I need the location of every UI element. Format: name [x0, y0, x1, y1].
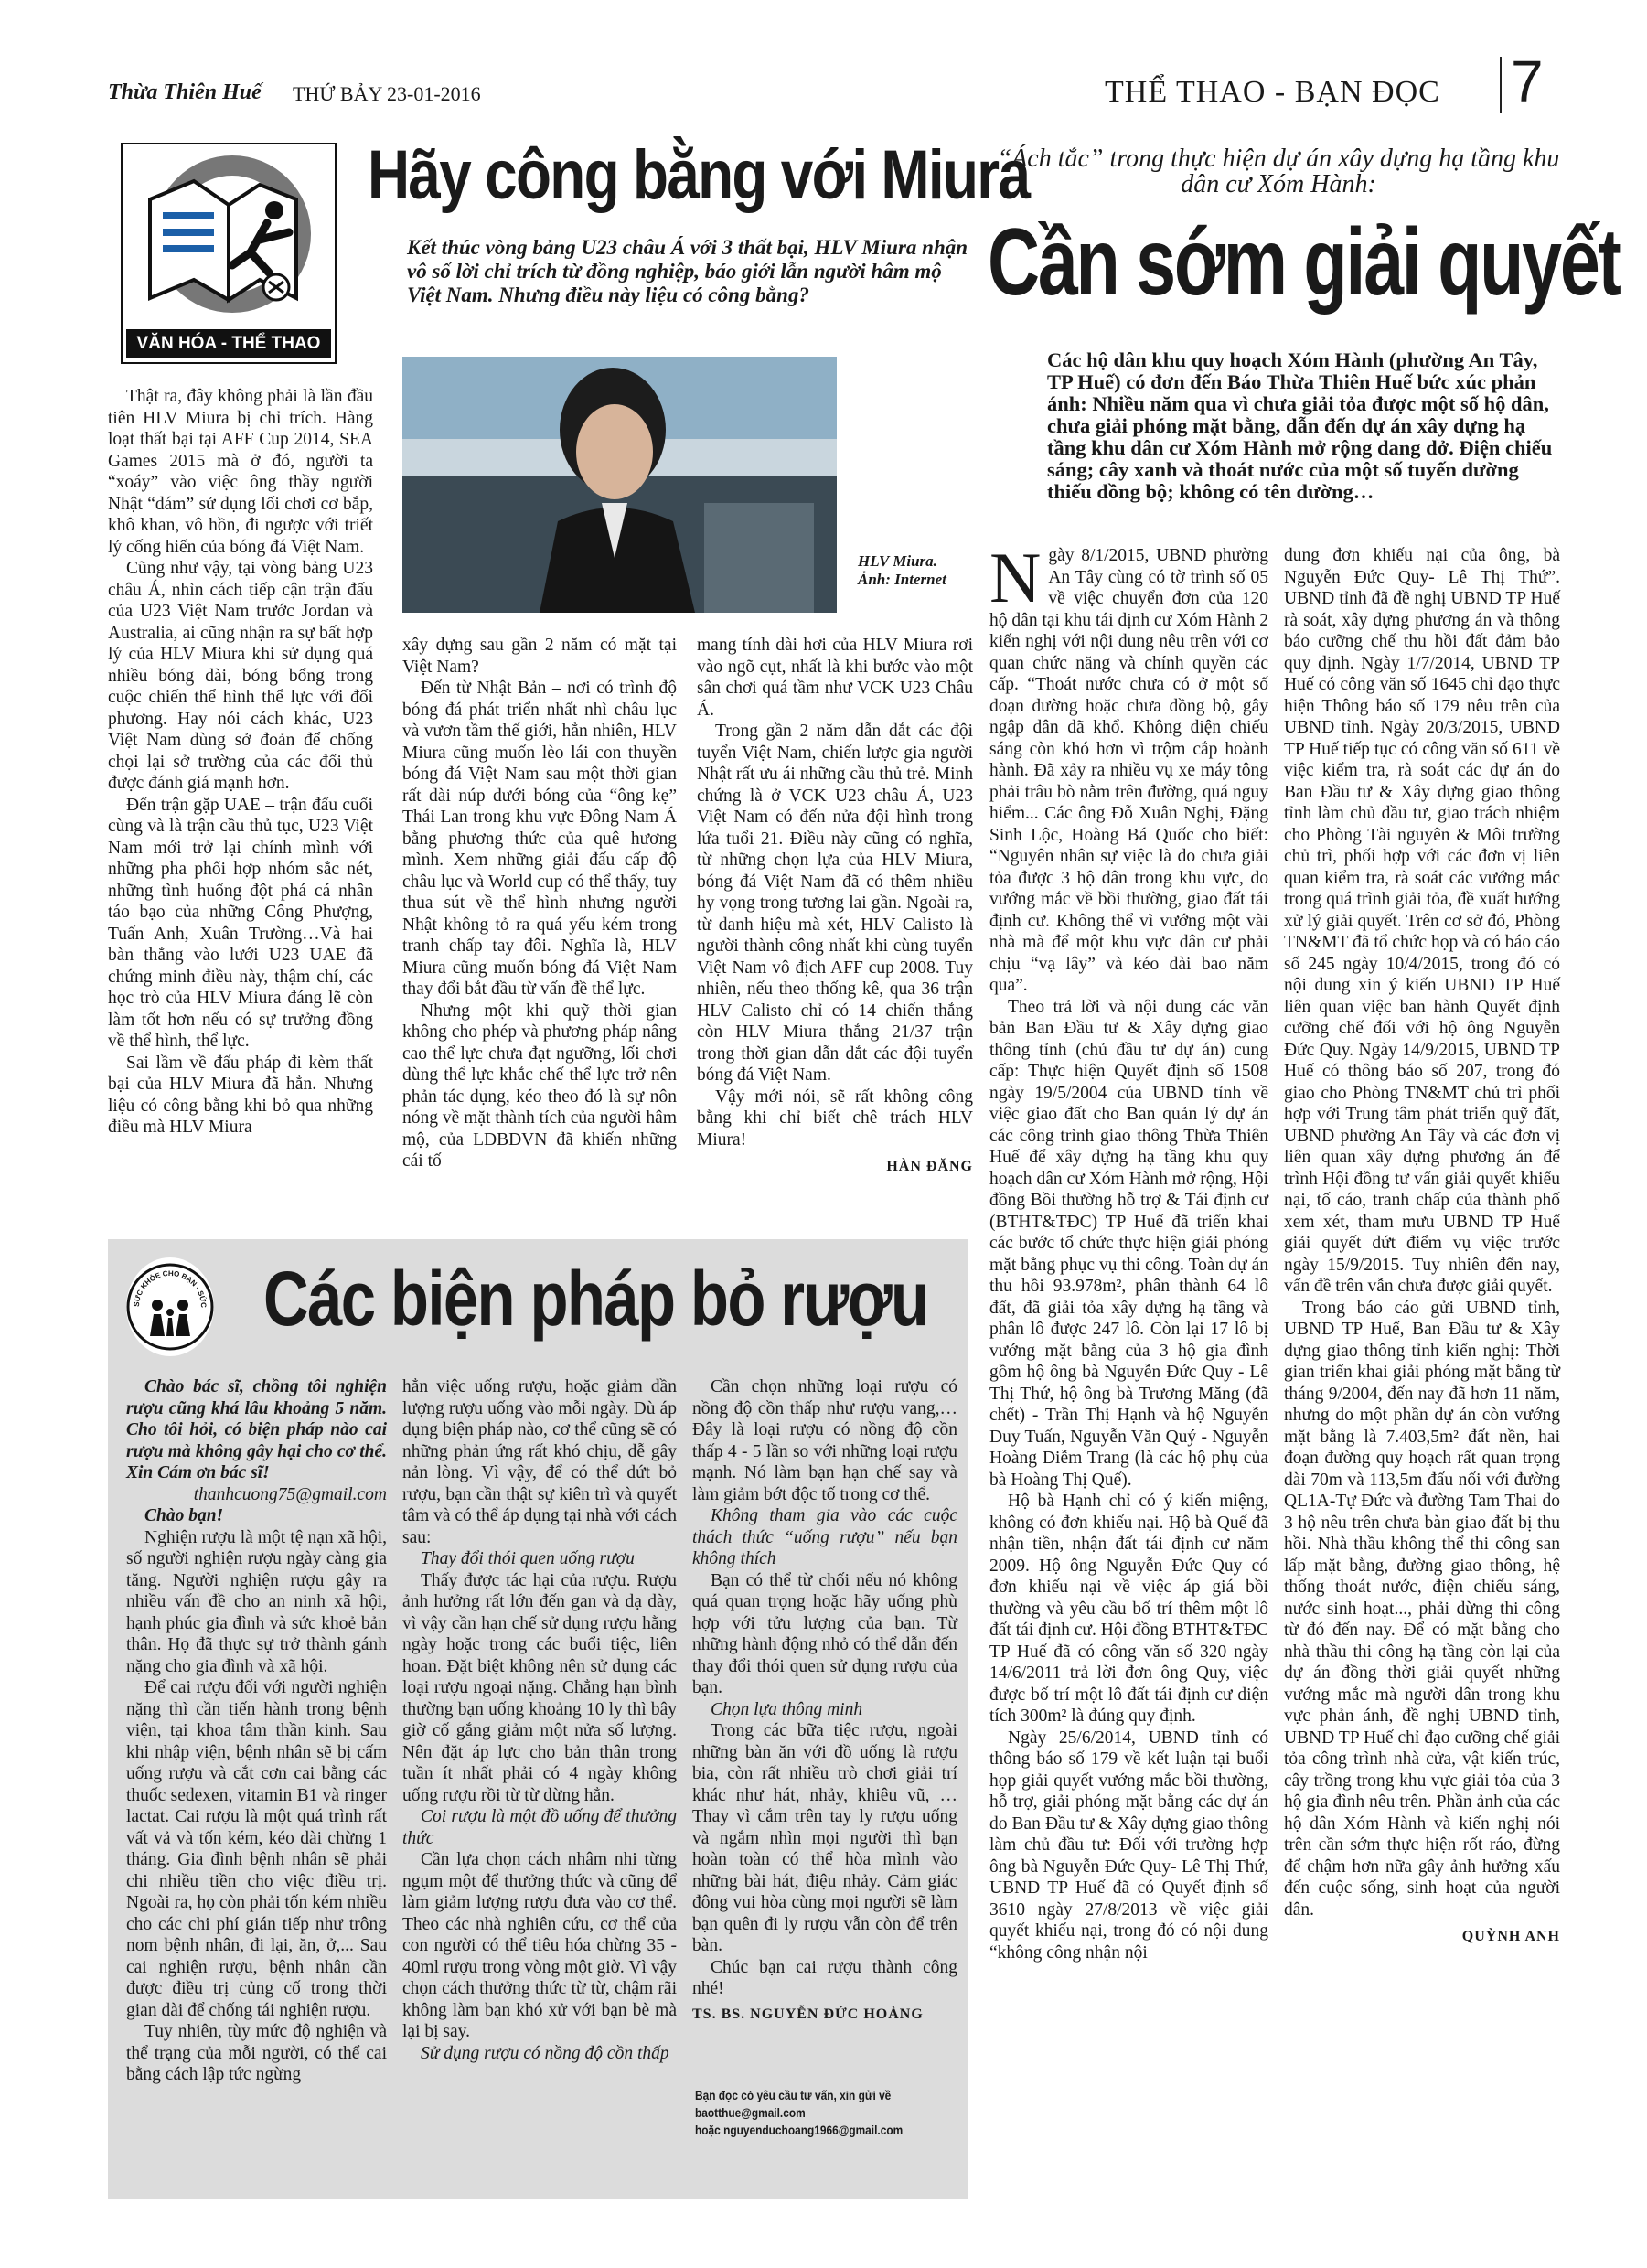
health-column-2 [402, 1376, 677, 2064]
subheading: Coi rượu là một đồ uống để thưởng thức [402, 1807, 677, 1848]
paragraph: Vậy mới nói, sẽ rất không công bằng khi chỉ biết chê trách HLV Miura! [697, 1086, 973, 1150]
contact-line: Bạn đọc có yêu cầu tư vấn, xin gửi về [695, 2088, 892, 2102]
paragraph-first-text: gày 8/1/2015, UBND phường An Tây cùng có tờ trình số 05 về việc chuyển đơn của 120 hộ dân tại khu tái định cư Xóm Hành 2 kiến nghị với nội dung nêu trên với cơ quan chức năng và chính quyền các cấp. “Thoát nước chưa có ở một số đoạn đường hoặc chưa đồng bộ, gây ngập dân đã khổ. Không điện chiếu sáng còn khó hơn vì trộm cắp hoành hành. Đã xảy ra nhiều vụ xe máy tông phải trâu bò nằm trên đường, quá nguy hiểm... Các ông Đỗ Xuân Nghị, Đặng Sinh Lộc, Hoàng Bá Quốc cho biết: “Nguyên nhân sự việc là do chưa giải tỏa được 3 hộ dân trong khu vực, do vướng mắc về bồi thường, giao đất tái định cư. Không thể vì vướng một vài nhà mà để một khu vực dân cư phải chịu “vạ lây” và kéo dài bao năm qua”. [989, 546, 1268, 995]
article-xomhanh-lead: Các hộ dân khu quy hoạch Xóm Hành (phường An Tây, TP Huế) có đơn đến Báo Thừa Thiên Huế bức xúc phản ánh: Nhiều năm qua vì chưa giải tỏa được một số hộ dân, chưa giải phóng mặt bằng, dẫn đến dự án xây dựng hạ tầng khu dân cư Xóm Hành mở rộng dang dở. Điện chiếu sáng; cây xanh và thoát nước của một số tuyến đường thiếu đồng bộ; không có tên đường… [1047, 348, 1553, 503]
paragraph: Theo trả lời và nội dung các văn bản Ban Đầu tư & Xây dựng giao thông tỉnh (chủ đầu tư dự án) cung cấp: Thực hiện Quyết định số 1508 ngày 19/5/2004 của UBND tỉnh về việc giao đất cho Ban quản lý dự án các công trình giao thông Thừa Thiên Huế để xây dựng hạ tầng khu quy hoạch dân cư Xóm Hành mở rộng, Hội đồng Bồi thường hỗ trợ & Tái định cư (BTHT&TĐC) TP Huế đã triển khai các bước tổ chức thực hiện giải phóng mặt bằng phục vụ thi công. Toàn dự án thu hồi 93.978m², phân thành 64 lô đất, đã giải tỏa xây dựng hạ tầng và phân lô được 247 lô. Còn lại 17 lô bị vướng mặt bằng của 3 hộ gia đình gồm hộ ông bà Nguyễn Đức Quy - Lê Thị Thứ, hộ ông bà Trương Măng (đã chết) - Trần Thị Hạnh và hộ Nguyễn Duy Tuấn, Nguyễn Văn Quý - Nguyễn Hoàng Diễm Trang (là các hộ phụ của bà Hoàng Thị Quế). [989, 997, 1268, 1490]
masthead-name: Thừa Thiên Huế [108, 80, 262, 104]
article-xomhanh-kicker: “Ách tắc” trong thực hiện dự án xây dựng hạ tầng khu dân cư Xóm Hành: [997, 144, 1560, 198]
miura-photo [402, 357, 837, 613]
author-byline: HÀN ĐĂNG [886, 1159, 973, 1174]
paragraph: Đến từ Nhật Bản – nơi có trình độ bóng đá phát triển nhất nhì châu lục và vươn tầm thế giới, hẳn nhiên, HLV Miura cũng muốn lèo lái con thuyền bóng đá Việt Nam sau một thời gian rất dài núp dưới bóng của “ông kẹ” Thái Lan trong khu vực Đông Nam Á bằng phương thức của quê hương mình. Xem những giải đấu cấp độ châu lục và World cup có thể thấy, tuy thua sút về thể hình nhưng người Nhật không tỏ ra quá yếu kém trong tranh chấp tay đôi. Nghĩa là, HLV Miura cũng muốn bóng đá Việt Nam thay đổi bắt đầu từ vấn đề thể lực. [402, 679, 677, 999]
paragraph: Ngày 25/6/2014, UBND tỉnh có thông báo số 179 về kết luận tại buổi họp giải quyết vướng mắc bồi thường, hỗ trợ, giải phóng mặt bằng các dự án do Ban Đầu tư & Xây dựng giao thông làm chủ đầu tư: Đối với trường hợp ông bà Nguyễn Đức Quy- Lê Thị Thứ, UBND TP Huế đã có Quyết định số 3610 ngày 27/8/2013 về việc giải quyết khiếu nại, trong đó có nội dung “không công nhận nội [989, 1728, 1268, 1963]
paragraph: Để cai rượu đối với người nghiện nặng thì cần tiến hành trong bệnh viện, tại khoa tâm thần kinh. Sau khi nhập viện, bệnh nhân sẽ bị cấm uống rượu và cắt cơn cai bằng các thuốc sedexen, vitamin B1 và ringer lactat. Cai rượu là một quá trình rất vất vả và tốn kém, kéo dài chừng 1 tháng. Gia đình bệnh nhân sẽ phải chi nhiều tiền cho việc điều trị. Ngoài ra, họ còn phải tốn kém nhiều cho các chi phí gián tiếp như trông nom bệnh nhân, đi lại, ăn, ở,... Sau cai nghiện rượu, bệnh nhân cần được điều trị củng cố trong thời gian dài để chống tái nghiện rượu. [126, 1678, 387, 2020]
logo-ring-text: SỨC KHỎE CHO BẠN - SỨC [132, 1268, 209, 1309]
culture-sports-logo [121, 143, 337, 364]
paragraph: Thấy được tác hại của rượu. Rượu ảnh hưởng rất lớn đến gan và dạ dày, vì vậy cần hạn chế sử dụng rượu hằng ngày hoặc trong các buổi tiệc, liên hoan. Đặt biệt không nên sử dụng các loại rượu ngoại nặng. Chẳng hạn bình thường bạn uống khoảng 10 ly thì bây giờ cố gắng giảm một nửa số lượng. Nên đặt áp lực cho bản thân trong tuần ít nhất phải có 4 ngày không uống rượu rồi từ từ dừng hẳn. [402, 1570, 677, 1805]
paragraph: Nghiện rượu là một tệ nạn xã hội, số người nghiện rượu ngày càng gia tăng. Người nghiện rượu gây ra nhiều vấn đề cho an ninh xã hội, hạnh phúc gia đình và sức khoẻ bản thân. Họ đã thực sự trở thành gánh nặng cho gia đình và xã hội. [126, 1527, 387, 1676]
subheading: Không tham gia vào các cuộc thách thức “uống rượu” nếu bạn không thích [692, 1506, 957, 1568]
paragraph: Cũng như vậy, tại vòng bảng U23 châu Á, nhìn cách tiếp cận trận đấu của U23 Việt Nam trước Jordan và Australia, ai cũng nhận ra sự bất hợp lý của HLV Miura khi sử dụng quá nhiều bóng dài, bóng bổng trong cuộc chiến thể hình thể lực với đối phương. Hay nói cách khác, U23 Việt Nam dùng sở đoản để chống chọi lại sở trường của các đối thủ được đánh giá mạnh hơn. [108, 559, 373, 793]
subheading: Chọn lựa thông minh [711, 1699, 863, 1719]
family-icon [126, 1257, 214, 1356]
subheading: Thay đổi thói quen uống rượu [421, 1549, 635, 1568]
article-miura-lead: Kết thúc vòng bảng U23 châu Á với 3 thất bại, HLV Miura nhận vô số lời chỉ trích từ đồng nghiệp, báo giới lẫn người hâm mộ Việt Nam. Nhưng điều này liệu có công bằng? [407, 236, 968, 306]
paragraph: Bạn có thể từ chối nếu nó không quá quan trọng hoặc hãy uống phù hợp với tửu lượng của bạn. Từ những hành động nhỏ có thể dẫn đến thay đổi thói quen sử dụng rượu của bạn. [692, 1570, 957, 1697]
paragraph: Cần lựa chọn cách nhâm nhi từng ngụm một để thưởng thức và cũng để làm giảm lượng rượu đưa vào cơ thể. Theo các nhà nghiên cứu, cơ thể của con người có thể tiêu hóa chừng 35 - 40ml rượu trong vòng một giờ. Vì vậy chọn cách thưởng thức từ từ, chậm rãi không làm bạn khó xử với bạn bè mà lại bị say. [402, 1850, 677, 2041]
paragraph: Chúc bạn cai rượu thành công nhé! [692, 1957, 957, 1998]
caption-line-2: Ảnh: Internet [858, 571, 946, 588]
section-title: THỂ THAO - BẠN ĐỌC [1105, 75, 1440, 109]
health-column-1 [126, 1376, 387, 2086]
contact-email-2[interactable]: hoặc nguyenduchoang1966@gmail.com [695, 2123, 904, 2137]
drop-cap: N [989, 538, 1042, 617]
coach-portrait-image [402, 357, 837, 613]
health-column-3 [692, 1376, 957, 2025]
author-byline: QUỲNH ANH [1461, 1929, 1560, 1944]
issue-date: THỨ BẢY 23-01-2016 [293, 82, 481, 105]
miura-column-2 [402, 635, 677, 1172]
book-player-icon [123, 144, 331, 327]
paragraph: Trong gần 2 năm dẫn dắt các đội tuyển Việt Nam, chiến lược gia người Nhật rất ưu ái những cầu thủ trẻ. Minh chứng là ở VCK U23 châu Á, U23 Việt Nam có đến nửa đội hình trong lứa tuổi 21. Điều này cũng có nghĩa, từ những chọn lựa của HLV Miura, bóng đá Việt Nam đã có thêm nhiều hy vọng trong tương lai gần. Ngoài ra, từ danh hiệu mà xét, HLV Calisto là người thành công nhất khi cùng tuyển Việt Nam vô địch AFF cup 2008. Tuy nhiên, nếu theo thống kê, qua 36 trận HLV Calisto chỉ có 14 chiến thắng còn HLV Miura thắng 21/37 trận trong thời gian dẫn dắt các đội tuyển bóng đá Việt Nam. [697, 722, 973, 1085]
reader-email: thanhcuong75@gmail.com [193, 1484, 387, 1504]
paragraph: Thật ra, đây không phải là lần đầu tiên HLV Miura bị chỉ trích. Hàng loạt thất bại tại AFF Cup 2014, SEA Games 2015 mà ở đó, người ta “xoáy” vào việc ông thầy người Nhật “dám” sử dụng lối chơi cơ bắp, khô khan, vô hồn, đi ngược với triết lý cống hiến của bóng đá Việt Nam. [108, 387, 373, 557]
health-column-logo [126, 1257, 214, 1356]
caption-line-1: HLV Miura. [858, 552, 937, 570]
page-number: 7 [1511, 48, 1544, 114]
paragraph: Hộ bà Hạnh chỉ có ý kiến miệng, không có đơn khiếu nại. Hộ bà Quế đã nhận tiền, nhận đất tái định cư năm 2009. Hộ ông Nguyễn Đức Quy có đơn khiếu nại về việc áp giá bồi thường và yêu cầu bố trí thêm một lô đất tái định cư. Hội đồng BTHT&TĐC TP Huế đã có công văn số 320 ngày 14/6/2011 trả lời đơn ông Quy, việc được bố trí một lô đất tái định cư diện tích 300m² là đúng quy định. [989, 1492, 1268, 1726]
paragraph: Trong các bữa tiệc rượu, ngoài những bàn ăn với đồ uống là rượu bia, còn rất nhiều trò chơi giải trí khác như hát, nhảy, khiêu vũ, … Thay vì cắm trên tay ly rượu uống và ngắm nhìn mọi người thì bạn hoàn toàn có thể hòa mình vào những bài hát, điệu nhảy. Cảm giác đông vui hòa cùng mọi người sẽ làm bạn quên đi ly rượu vẫn còn để trên bàn. [692, 1721, 957, 1955]
paragraph: xây dựng sau gần 2 năm có mặt tại Việt Nam? [402, 636, 677, 677]
paragraph: Đến trận gặp UAE – trận đấu cuối cùng và là trận cầu thủ tục, U23 Việt Nam mới trở lại chính mình với những pha phối hợp nhóm sắc nét, những tình huống đột phá cá nhân táo bạo của những Công Phượng, Tuấn Anh, Xuân Trường…Và hai bàn thắng vào lưới U23 UAE đã chứng minh điều này, thậm chí, các học trò của HLV Miura đáng lẽ còn làm tốt hơn nếu có sự trưởng đồng về thể hình, thể lực. [108, 795, 373, 1051]
paragraph: mang tính dài hơi của HLV Miura rơi vào ngõ cụt, nhất là khi bước vào một sân chơi quá tầm như VCK U23 Châu Á. [697, 636, 973, 720]
subheading: Sử dụng rượu có nồng độ cồn thấp [421, 2043, 669, 2063]
reader-question: Chào bác sĩ, chồng tôi nghiện rượu cũng khá lâu khoảng 5 năm. Cho tôi hỏi, có biện pháp nào cai rượu mà không gây hại cho cơ thể. Xin Cám ơn bác sĩ! [126, 1377, 387, 1482]
paragraph: Trong báo cáo gửi UBND tỉnh, UBND TP Huế, Ban Đầu tư & Xây dựng giao thông tỉnh kiến nghị: Thời gian triển khai giải phóng mặt bằng từ tháng 9/2004, đến nay đã hơn 11 năm, nhưng do một phần dự án còn vướng mặt bằng là 7.403,5m² đất nền, hai đoạn đường quy hoạch rất quan trọng dài 70m và 113,5m đấu nối với đường QL1A-Tự Đức và đường Tam Thai do 3 hộ nêu trên chưa bàn giao đất bị thu hồi. Nhà thầu không thể thi công san lấp mặt bằng, đường giao thông, hệ thống thoát nước, điện chiếu sáng, nước sinh hoạt..., phải dừng thi công từ đó đến nay. Để có mặt bằng cho nhà thầu thi công hạ tầng còn lại của dự án đồng thời giải quyết những vướng mắc mà người dân trong khu vực phản ánh, đề nghị UBND tỉnh, UBND TP Huế chỉ đạo cưỡng chế giải tỏa công trình nhà cửa, vật kiến trúc, cây trồng trong khu vực giải tỏa của 3 hộ gia đình nêu trên. Phần ảnh của các hộ dân Xóm Hành và kiến nghị nói trên cần sớm thực hiện rốt ráo, đừng để chậm hơn nữa gây ảnh hưởng xấu đến cuộc sống, sinh hoạt của người dân. [1284, 1298, 1560, 1920]
miura-column-1 [108, 386, 373, 1139]
paragraph: dung đơn khiếu nại của ông, bà Nguyễn Đức Quy- Lê Thị Thứ”. UBND tỉnh đã đề nghị UBND TP Huế rà soát, xây dựng phương án và thông báo cưỡng chế thu hồi đất đảm bảo quy định. Ngày 1/7/2014, UBND TP Huế có công văn số 1645 chỉ đạo thực hiện Thông báo số 179 nêu trên của UBND tỉnh. Ngày 20/3/2015, UBND TP Huế tiếp tục có công văn số 611 về việc kiểm tra, rà soát các dự án do Ban Đầu tư & Xây dựng giao thông tỉnh làm chủ đầu tư, giao trách nhiệm cho Phòng Tài nguyên & Môi trường chủ trì, phối hợp với các đơn vị liên quan kiểm tra, rà soát các vướng mắc trong quá trình giải tỏa, đề xuất hướng xử lý giải quyết. Trên cơ sở đó, Phòng TN&MT đã tổ chức họp và có báo cáo số 245 ngày 10/4/2015, trong đó có nội dung xin ý kiến UBND TP Huế liên quan việc ban hành Quyết định cưỡng chế đối với hộ ông Nguyễn Đức Quy. Ngày 14/9/2015, UBND TP Huế có thông báo số 207, trong đó giao cho Phòng TN&MT chủ trì phối hợp với Trung tâm phát triển quỹ đất, UBND phường An Tây và các đơn vị liên quan xây dựng phương án để trình Hội đồng tư vấn giải quyết khiếu nại, tố cáo, tranh chấp của thành phố xem xét, tham mưu UBND TP Huế giải quyết dứt điểm vụ việc trước ngày 15/9/2015. Tuy nhiên đến nay, vấn đề trên vẫn chưa được giải quyết. [1284, 546, 1560, 1296]
paragraph: Cần chọn những loại rượu có nồng độ cồn thấp như rượu vang,… Đây là loại rượu có nồng độ cồn thấp 4 - 5 lần so với những loại rượu mạnh. Nó làm bạn hạn chế say và làm giảm bớt độc tố trong cơ thể. [692, 1377, 957, 1504]
paragraph: Sai lầm về đấu pháp đi kèm thất bại của HLV Miura đã hẳn. Nhưng liệu có công bằng khi bỏ qua những điều mà HLV Miura [108, 1053, 373, 1137]
contact-email-1[interactable]: baotthue@gmail.com [695, 2105, 806, 2120]
header-divider [1500, 57, 1502, 113]
xomhanh-column-1 [989, 538, 1268, 1963]
paragraph-first [989, 538, 1268, 997]
paragraph: Tuy nhiên, tùy mức độ nghiện và thể trạng của mỗi người, có thể cai bằng cách lập tức ngừng [126, 2022, 387, 2084]
article-miura-headline: Hãy công bằng với Miura [368, 136, 1030, 214]
contact-info [695, 2087, 921, 2139]
miura-column-3 [697, 635, 973, 1178]
paragraph: hẳn việc uống rượu, hoặc giảm dần lượng rượu uống vào mỗi ngày. Dù áp dụng biện pháp nào, cơ thể cũng sẽ có những phản ứng rất khó chịu, dễ gây nản lòng. Vì vậy, để có thể dứt bỏ rượu, bạn cần thật sự kiên trì và quyết tâm và có thể áp dụng tại nhà với cách sau: [402, 1377, 677, 1547]
paragraph: Nhưng một khi quỹ thời gian không cho phép và phương pháp nâng cao thể lực chưa đạt ngưỡng, lối chơi dùng thể lực khắc chế thể lực trở nên phản tác dụng, kéo theo đó là sự nôn nóng về mặt thành tích của người hâm mộ, của LĐBĐVN đã khiến những cái tố [402, 1000, 677, 1171]
logo-band-label: VĂN HÓA - THỂ THAO [126, 329, 331, 358]
greeting: Chào bạn! [144, 1506, 224, 1525]
article-xomhanh-headline: Cần sớm giải quyết [988, 209, 1620, 316]
photo-caption [858, 552, 986, 589]
xomhanh-column-2 [1284, 545, 1560, 1948]
doctor-byline: TS. BS. NGUYỄN ĐỨC HOÀNG [692, 2006, 924, 2022]
health-headline: Các biện pháp bỏ rượu [263, 1256, 928, 1342]
